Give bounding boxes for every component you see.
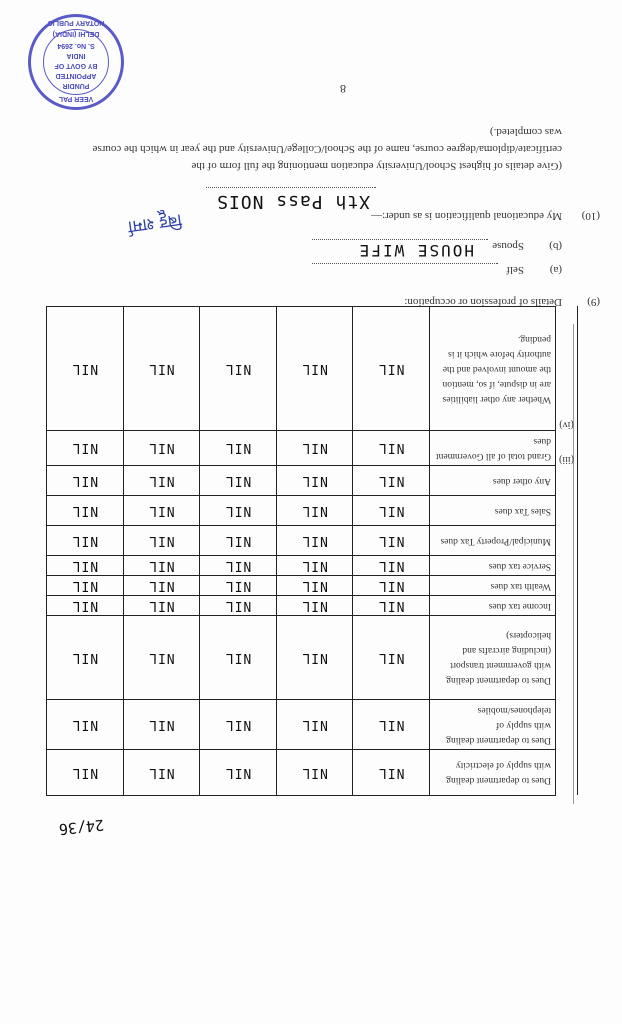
- row-label: Dues to department dealing with supply of telephones/mobiles: [430, 700, 556, 750]
- cell-value: NIL: [353, 750, 430, 796]
- cell-value: NIL: [123, 307, 200, 431]
- cell-value: NIL: [47, 700, 124, 750]
- spouse-value: HOUSE WIFE: [357, 241, 474, 260]
- row-number: [556, 556, 578, 576]
- cell-value: NIL: [123, 556, 200, 576]
- margin-note: 24/36: [58, 815, 105, 839]
- education-line: [206, 187, 376, 188]
- cell-value: NIL: [200, 596, 277, 616]
- stamp-line5: S. No. 2694: [57, 42, 95, 49]
- row-label: Municipal/Property Tax dues: [430, 526, 556, 556]
- cell-value: NIL: [200, 700, 277, 750]
- cell-value: NIL: [200, 307, 277, 431]
- row-number: [556, 700, 578, 750]
- row-label: Grand total of all Government dues: [430, 431, 556, 466]
- row-label: Sales Tax dues: [430, 496, 556, 526]
- cell-value: NIL: [123, 431, 200, 466]
- cell-value: NIL: [276, 700, 353, 750]
- cell-value: NIL: [276, 750, 353, 796]
- cell-value: NIL: [276, 526, 353, 556]
- self-line: [312, 263, 498, 264]
- cell-value: NIL: [47, 616, 124, 700]
- dues-table: [46, 306, 578, 796]
- row-label: Wealth tax dues: [430, 576, 556, 596]
- cell-value: NIL: [276, 596, 353, 616]
- table-row: [47, 700, 578, 750]
- row-number: [556, 576, 578, 596]
- cell-value: NIL: [47, 496, 124, 526]
- row-label: Service tax dues: [430, 556, 556, 576]
- table-row: [47, 556, 578, 576]
- cell-value: NIL: [353, 556, 430, 576]
- spouse-line: [312, 239, 488, 240]
- cell-value: NIL: [353, 576, 430, 596]
- cell-value: NIL: [47, 556, 124, 576]
- section9-title: Details of profession or occupation:: [404, 296, 562, 308]
- cell-value: NIL: [276, 556, 353, 576]
- row-label: Any other dues: [430, 466, 556, 496]
- cell-value: NIL: [200, 750, 277, 796]
- education-note: (Give details of highest School/University education mentioning the full form of the certificate/diploma/degree course, name of the School/College/University and the year in which the course was completed.): [92, 126, 562, 172]
- row-number: (iii): [556, 431, 578, 466]
- section10-title: My educational qualification is as under:—: [371, 210, 562, 222]
- stamp-line2: APPOINTED: [55, 72, 97, 79]
- cell-value: NIL: [353, 307, 430, 431]
- self-text: Self: [506, 264, 524, 276]
- signature: बिट्टू शर्मा: [126, 209, 183, 237]
- cell-value: NIL: [353, 700, 430, 750]
- cell-value: NIL: [200, 616, 277, 700]
- cell-value: NIL: [200, 431, 277, 466]
- cell-value: NIL: [47, 576, 124, 596]
- cell-value: NIL: [353, 596, 430, 616]
- table-row: [47, 526, 578, 556]
- cell-value: NIL: [123, 596, 200, 616]
- table-row: [47, 616, 578, 700]
- notary-stamp: [28, 14, 124, 110]
- section9-number: (9): [587, 296, 600, 308]
- page-number: 8: [340, 82, 346, 96]
- row-number: [556, 526, 578, 556]
- cell-value: NIL: [353, 526, 430, 556]
- cell-value: NIL: [200, 466, 277, 496]
- row-number: [556, 496, 578, 526]
- row-number: [556, 466, 578, 496]
- cell-value: NIL: [47, 466, 124, 496]
- table-row: [47, 307, 578, 431]
- cell-value: NIL: [123, 576, 200, 596]
- cell-value: NIL: [276, 466, 353, 496]
- table-row: [47, 431, 578, 466]
- cell-value: NIL: [123, 526, 200, 556]
- cell-value: NIL: [47, 431, 124, 466]
- cell-value: NIL: [276, 496, 353, 526]
- cell-value: NIL: [200, 576, 277, 596]
- cell-value: NIL: [353, 431, 430, 466]
- cell-value: NIL: [353, 496, 430, 526]
- cell-value: NIL: [200, 526, 277, 556]
- table-row: [47, 576, 578, 596]
- row-label: Dues to department dealing with supply of electricity: [430, 750, 556, 796]
- row-label: Dues to department dealing with government transport (including aircrafts and helicopters): [430, 616, 556, 700]
- stamp-line3: BY GOVT OF: [54, 62, 98, 69]
- table-row: [47, 750, 578, 796]
- cell-value: NIL: [123, 616, 200, 700]
- row-number: [556, 750, 578, 796]
- row-number: [556, 616, 578, 700]
- section10-number: (10): [581, 210, 600, 222]
- cell-value: NIL: [276, 576, 353, 596]
- stamp-line1: PUNDIR: [62, 82, 90, 89]
- cell-value: NIL: [276, 616, 353, 700]
- education-value: Xth Pass NOIS: [216, 191, 370, 212]
- cell-value: NIL: [123, 496, 200, 526]
- cell-value: NIL: [276, 431, 353, 466]
- stamp-left-text: DELHI (INDIA): [52, 30, 100, 37]
- cell-value: NIL: [47, 526, 124, 556]
- stamp-line4: INDIA: [66, 52, 86, 59]
- stamp-top-text: VEER PAL: [58, 95, 94, 102]
- cell-value: NIL: [47, 750, 124, 796]
- spouse-text: Spouse: [492, 240, 524, 252]
- cell-value: NIL: [353, 466, 430, 496]
- table-row: [47, 596, 578, 616]
- cell-value: NIL: [123, 466, 200, 496]
- row-label: Whether any other liabilities are in dispute, if so, mention the amount involved and the authority before which it is pending.: [430, 307, 556, 431]
- cell-value: NIL: [47, 596, 124, 616]
- cell-value: NIL: [47, 307, 124, 431]
- spouse-label: (b): [549, 240, 562, 252]
- cell-value: NIL: [123, 700, 200, 750]
- cell-value: NIL: [123, 750, 200, 796]
- cell-value: NIL: [200, 496, 277, 526]
- table-row: [47, 466, 578, 496]
- self-label: (a): [549, 264, 562, 276]
- row-number: [556, 596, 578, 616]
- cell-value: NIL: [200, 556, 277, 576]
- cell-value: NIL: [353, 616, 430, 700]
- row-number: (iv): [556, 307, 578, 431]
- row-label: Income tax dues: [430, 596, 556, 616]
- table-row: [47, 496, 578, 526]
- cell-value: NIL: [276, 307, 353, 431]
- stamp-bottom-text: NOTARY PUBLIC: [47, 19, 105, 26]
